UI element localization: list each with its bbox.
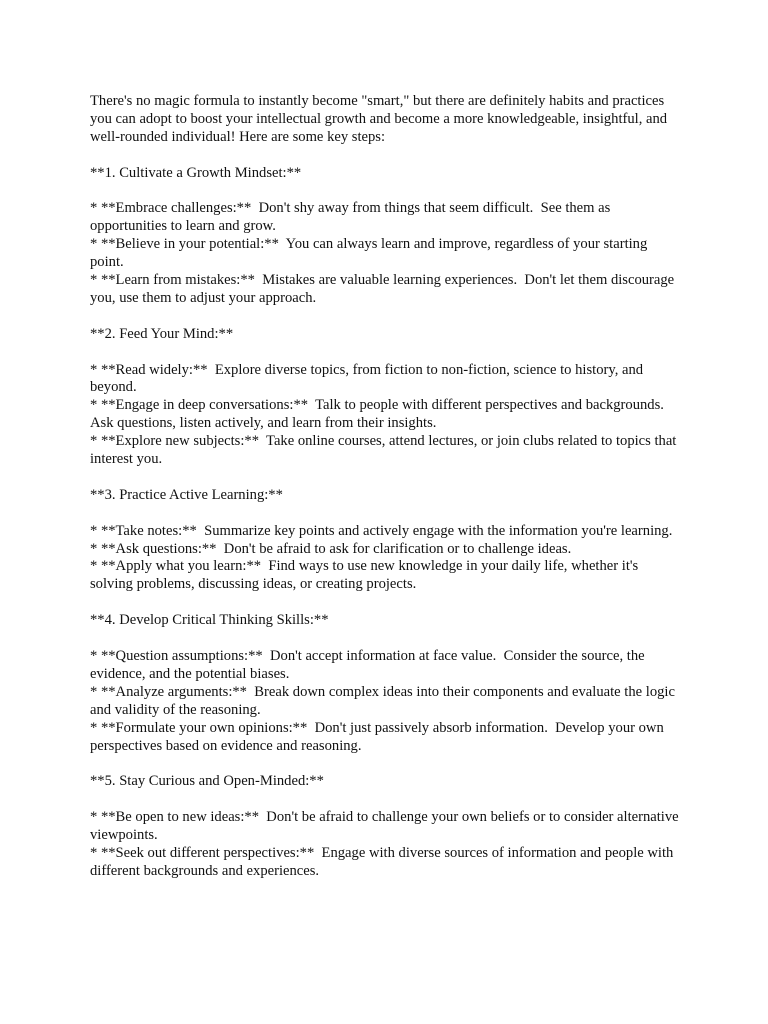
spacer bbox=[90, 308, 680, 326]
section-heading: **2. Feed Your Mind:** bbox=[90, 325, 234, 342]
spacer bbox=[90, 791, 680, 809]
list-item: * **Believe in your potential:** You can always learn and improve, regardless of your starting point. bbox=[90, 236, 651, 271]
document-body bbox=[90, 93, 683, 881]
section-heading: **4. Develop Critical Thinking Skills:** bbox=[90, 612, 329, 629]
list-item: * **Question assumptions:** Don't accept information at face value. Consider the source, the evidence, and the potential biases. bbox=[90, 647, 649, 682]
list-item: * **Learn from mistakes:** Mistakes are valuable learning experiences. Don't let them discourage you, use them to adjust your approach. bbox=[90, 272, 678, 306]
spacer bbox=[90, 755, 680, 773]
section-heading: **1. Cultivate a Growth Mindset:** bbox=[90, 164, 302, 181]
spacer bbox=[90, 469, 680, 487]
spacer bbox=[90, 594, 680, 612]
list-item: * **Formulate your own opinions:** Don't just passively absorb information. Develop your own perspectives based on evidence and reasoning. bbox=[90, 719, 668, 754]
list-item: * **Ask questions:** Don't be afraid to ask for clarification or to challenge ideas. bbox=[90, 540, 572, 557]
list-item: * **Seek out different perspectives:** Engage with diverse sources of information and people with different backgrounds and experiences. bbox=[90, 844, 677, 879]
list-item: * **Embrace challenges:** Don't shy away from things that seem difficult. See them as opportunities to learn and grow. bbox=[90, 200, 614, 235]
list-item: * **Analyze arguments:** Break down complex ideas into their components and evaluate the logic and validity of the reasoning. bbox=[90, 683, 679, 718]
section-heading: **3. Practice Active Learning:** bbox=[90, 486, 283, 503]
list-item: * **Engage in deep conversations:** Talk to people with different perspectives and backgrounds. Ask questions, listen actively, and learn from their insights. bbox=[90, 397, 671, 432]
spacer bbox=[90, 183, 680, 201]
spacer bbox=[90, 630, 680, 648]
list-item: * **Read widely:** Explore diverse topics, from fiction to non-fiction, science to history, and beyond. bbox=[90, 361, 647, 396]
spacer bbox=[90, 147, 680, 165]
section-heading: **5. Stay Curious and Open-Minded:** bbox=[90, 773, 324, 790]
list-item: * **Take notes:** Summarize key points and actively engage with the information you're learning. bbox=[90, 522, 673, 539]
intro-paragraph: There's no magic formula to instantly become "smart," but there are definitely habits and practices you can adopt to boost your intellectual growth and become a more knowledgeable, insightful, and well-rounded individual! Here are some key steps: bbox=[90, 93, 671, 145]
list-item: * **Apply what you learn:** Find ways to use new knowledge in your daily life, whether it's solving problems, discussing ideas, or creating projects. bbox=[90, 558, 642, 593]
spacer bbox=[90, 344, 680, 362]
list-item: * **Be open to new ideas:** Don't be afraid to challenge your own beliefs or to consider alternative viewpoints. bbox=[90, 809, 683, 843]
list-item: * **Explore new subjects:** Take online courses, attend lectures, or join clubs related to topics that interest you. bbox=[90, 433, 681, 468]
spacer bbox=[90, 505, 680, 523]
